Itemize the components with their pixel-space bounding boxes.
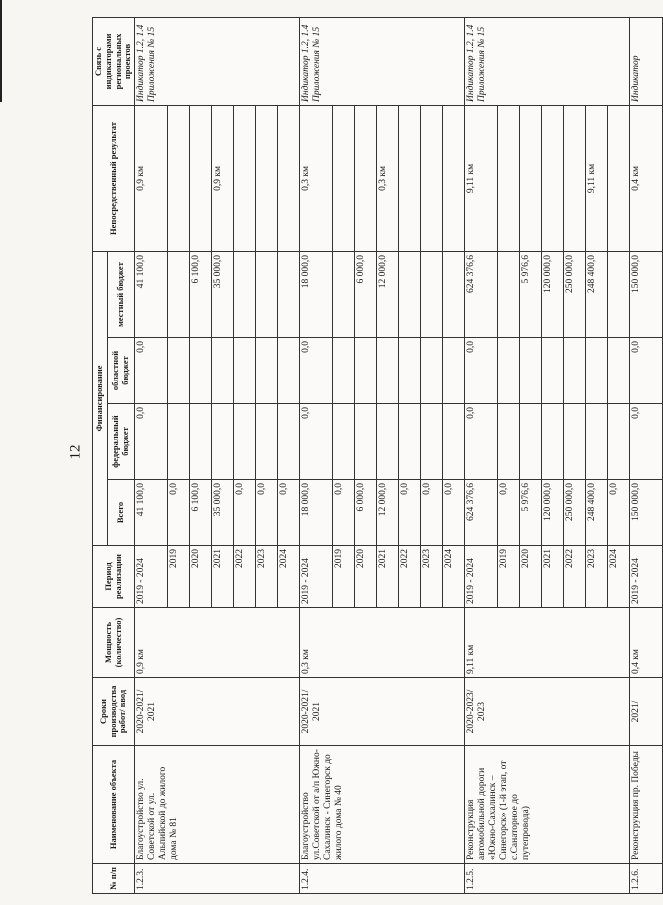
local-cell: 624 376,6 <box>465 251 498 337</box>
local-cell: 120 000,0 <box>542 251 564 337</box>
period-cell: 2024 <box>278 546 300 608</box>
object-terms-cell: 2020-2021/ 2021 <box>135 678 300 746</box>
regional-cell: 0,0 <box>630 338 663 404</box>
period-cell: 2019 <box>498 546 520 608</box>
federal-cell <box>443 404 465 480</box>
object-name-cell: Благоустройство ул.Советской от а/п Южно-Сахалинск - Синегорск до жилого дома № 40 <box>300 746 465 864</box>
object-number-cell: 1.2.3. <box>135 864 300 894</box>
federal-cell: 0,0 <box>135 404 168 480</box>
local-cell <box>256 251 278 337</box>
regional-cell <box>212 338 234 404</box>
total-cell: 0,0 <box>498 480 520 546</box>
total-cell: 0,0 <box>256 480 278 546</box>
object-number-cell: 1.2.6. <box>630 864 663 894</box>
period-cell: 2024 <box>443 546 465 608</box>
total-cell: 120 000,0 <box>542 480 564 546</box>
indicator-link-cell: Индикатор 1.2, 1.4 Приложения № 15 <box>135 17 300 105</box>
period-cell: 2022 <box>234 546 256 608</box>
indicator-link-cell: Индикатор 1.2, 1.4 Приложения № 15 <box>300 17 465 105</box>
regional-cell <box>377 338 399 404</box>
regional-cell <box>399 338 421 404</box>
total-cell: 624 376,6 <box>465 480 498 546</box>
total-cell: 6 000,0 <box>355 480 377 546</box>
regional-cell: 0,0 <box>465 338 498 404</box>
object-capacity-cell: 0,9 км <box>135 608 300 678</box>
table-row <box>135 17 168 893</box>
page-number: 12 <box>67 444 84 460</box>
regional-cell <box>256 338 278 404</box>
period-cell: 2024 <box>608 546 630 608</box>
period-cell: 2019 <box>333 546 355 608</box>
regional-cell: 0,0 <box>300 338 333 404</box>
header-capacity: Мощность (количество) <box>93 608 135 678</box>
period-cell: 2023 <box>421 546 443 608</box>
object-name-cell: Реконструкция пр. Победы <box>630 746 663 864</box>
regional-cell <box>333 338 355 404</box>
object-number-cell: 1.2.5. <box>465 864 630 894</box>
result-cell: 0,3 км <box>300 105 333 251</box>
period-cell: 2020 <box>190 546 212 608</box>
federal-cell <box>421 404 443 480</box>
total-cell: 41 100,0 <box>135 480 168 546</box>
object-terms-cell: 2020-2021/ 2021 <box>300 678 465 746</box>
local-cell <box>333 251 355 337</box>
total-cell: 0,0 <box>421 480 443 546</box>
local-cell <box>168 251 190 337</box>
result-cell: 9,11 км <box>586 105 608 251</box>
result-cell <box>168 105 190 251</box>
local-cell: 6 100,0 <box>190 251 212 337</box>
total-cell: 0,0 <box>278 480 300 546</box>
period-cell: 2022 <box>399 546 421 608</box>
total-cell: 248 400,0 <box>586 480 608 546</box>
result-cell <box>355 105 377 251</box>
local-cell: 35 000,0 <box>212 251 234 337</box>
federal-cell <box>542 404 564 480</box>
federal-cell <box>377 404 399 480</box>
federal-cell <box>520 404 542 480</box>
result-cell <box>333 105 355 251</box>
table-row <box>300 17 333 893</box>
period-cell: 2021 <box>377 546 399 608</box>
federal-cell <box>586 404 608 480</box>
result-cell <box>443 105 465 251</box>
object-capacity-cell: 0,4 км <box>630 608 663 678</box>
federal-cell <box>212 404 234 480</box>
federal-cell: 0,0 <box>300 404 333 480</box>
federal-cell <box>355 404 377 480</box>
result-cell: 0,3 км <box>377 105 399 251</box>
local-cell: 18 000,0 <box>300 251 333 337</box>
period-cell: 2021 <box>212 546 234 608</box>
regional-cell <box>608 338 630 404</box>
regional-cell <box>564 338 586 404</box>
local-cell <box>278 251 300 337</box>
period-cell: 2022 <box>564 546 586 608</box>
federal-cell <box>498 404 520 480</box>
total-cell: 6 100,0 <box>190 480 212 546</box>
header-num: № п/п <box>93 864 135 894</box>
header-federal: федеральный бюджет <box>108 404 135 480</box>
local-cell <box>234 251 256 337</box>
result-cell: 0,4 км <box>630 105 663 251</box>
result-cell <box>542 105 564 251</box>
financing-table <box>92 17 663 894</box>
header-regional: областной бюджет <box>108 338 135 404</box>
period-cell: 2023 <box>586 546 608 608</box>
regional-cell <box>278 338 300 404</box>
local-cell: 12 000,0 <box>377 251 399 337</box>
scan-edge-mark <box>0 0 2 102</box>
total-cell: 0,0 <box>168 480 190 546</box>
federal-cell <box>168 404 190 480</box>
federal-cell <box>234 404 256 480</box>
total-cell: 0,0 <box>608 480 630 546</box>
period-cell: 2020 <box>520 546 542 608</box>
object-number-cell: 1.2.4. <box>300 864 465 894</box>
federal-cell <box>190 404 212 480</box>
regional-cell <box>443 338 465 404</box>
period-cell: 2019 - 2024 <box>630 546 663 608</box>
object-terms-cell: 2021/ <box>630 678 663 746</box>
local-cell: 150 000,0 <box>630 251 663 337</box>
period-cell: 2019 - 2024 <box>300 546 333 608</box>
period-cell: 2019 <box>168 546 190 608</box>
result-cell: 0,9 км <box>135 105 168 251</box>
federal-cell <box>278 404 300 480</box>
object-capacity-cell: 0,3 км <box>300 608 465 678</box>
total-cell: 0,0 <box>399 480 421 546</box>
header-terms: Сроки производства работ/ ввод <box>93 678 135 746</box>
result-cell <box>564 105 586 251</box>
local-cell <box>443 251 465 337</box>
regional-cell <box>542 338 564 404</box>
period-cell: 2019 - 2024 <box>135 546 168 608</box>
total-cell: 35 000,0 <box>212 480 234 546</box>
indicator-link-cell: Индикатор <box>630 17 663 105</box>
regional-cell <box>586 338 608 404</box>
regional-cell <box>520 338 542 404</box>
federal-cell <box>608 404 630 480</box>
total-cell: 18 000,0 <box>300 480 333 546</box>
period-cell: 2020 <box>355 546 377 608</box>
local-cell <box>399 251 421 337</box>
result-cell <box>520 105 542 251</box>
federal-cell <box>333 404 355 480</box>
local-cell: 5 976,6 <box>520 251 542 337</box>
regional-cell <box>234 338 256 404</box>
local-cell: 6 000,0 <box>355 251 377 337</box>
header-result: Непосредственный результат <box>93 105 135 251</box>
regional-cell <box>355 338 377 404</box>
total-cell: 0,0 <box>443 480 465 546</box>
local-cell <box>421 251 443 337</box>
period-cell: 2021 <box>542 546 564 608</box>
header-local: местный бюджет <box>108 251 135 337</box>
regional-cell <box>168 338 190 404</box>
total-cell: 0,0 <box>333 480 355 546</box>
table-row <box>630 17 663 893</box>
total-cell: 0,0 <box>234 480 256 546</box>
period-cell: 2023 <box>256 546 278 608</box>
federal-cell: 0,0 <box>465 404 498 480</box>
result-cell <box>190 105 212 251</box>
result-cell <box>278 105 300 251</box>
result-cell <box>256 105 278 251</box>
federal-cell <box>564 404 586 480</box>
header-period: Период реализации <box>93 546 135 608</box>
period-cell: 2019 - 2024 <box>465 546 498 608</box>
local-cell <box>498 251 520 337</box>
local-cell <box>608 251 630 337</box>
result-cell <box>421 105 443 251</box>
local-cell: 41 100,0 <box>135 251 168 337</box>
indicator-link-cell: Индикатор 1.2, 1.4 Приложения № 15 <box>465 17 630 105</box>
header-total: Всего <box>108 480 135 546</box>
result-cell: 0,9 км <box>212 105 234 251</box>
object-name-cell: Реконструкция автомобильной дороги «Южно-Сахалинск – Синегорск» (1-й этап, от с.Санаторное до путепровода) <box>465 746 630 864</box>
federal-cell <box>399 404 421 480</box>
table-row <box>465 17 498 893</box>
regional-cell <box>421 338 443 404</box>
rotated-page <box>92 18 642 894</box>
federal-cell <box>256 404 278 480</box>
regional-cell <box>190 338 212 404</box>
result-cell <box>234 105 256 251</box>
total-cell: 12 000,0 <box>377 480 399 546</box>
table-body <box>135 17 663 893</box>
regional-cell: 0,0 <box>135 338 168 404</box>
object-capacity-cell: 9,11 км <box>465 608 630 678</box>
header-name: Наименование объекта <box>93 746 135 864</box>
header-financing: Финансирование <box>93 251 108 545</box>
object-terms-cell: 2020-2023/ 2023 <box>465 678 630 746</box>
object-name-cell: Благоустройство ул. Советской от ул. Альпийской до жилого дома № 81 <box>135 746 300 864</box>
result-cell: 9,11 км <box>465 105 498 251</box>
table-header <box>93 17 135 893</box>
local-cell: 250 000,0 <box>564 251 586 337</box>
total-cell: 250 000,0 <box>564 480 586 546</box>
federal-cell: 0,0 <box>630 404 663 480</box>
result-cell <box>399 105 421 251</box>
local-cell: 248 400,0 <box>586 251 608 337</box>
total-cell: 150 000,0 <box>630 480 663 546</box>
header-link: Связь с индикаторами региональных проектов <box>93 17 135 105</box>
total-cell: 5 976,6 <box>520 480 542 546</box>
result-cell <box>608 105 630 251</box>
regional-cell <box>498 338 520 404</box>
result-cell <box>498 105 520 251</box>
